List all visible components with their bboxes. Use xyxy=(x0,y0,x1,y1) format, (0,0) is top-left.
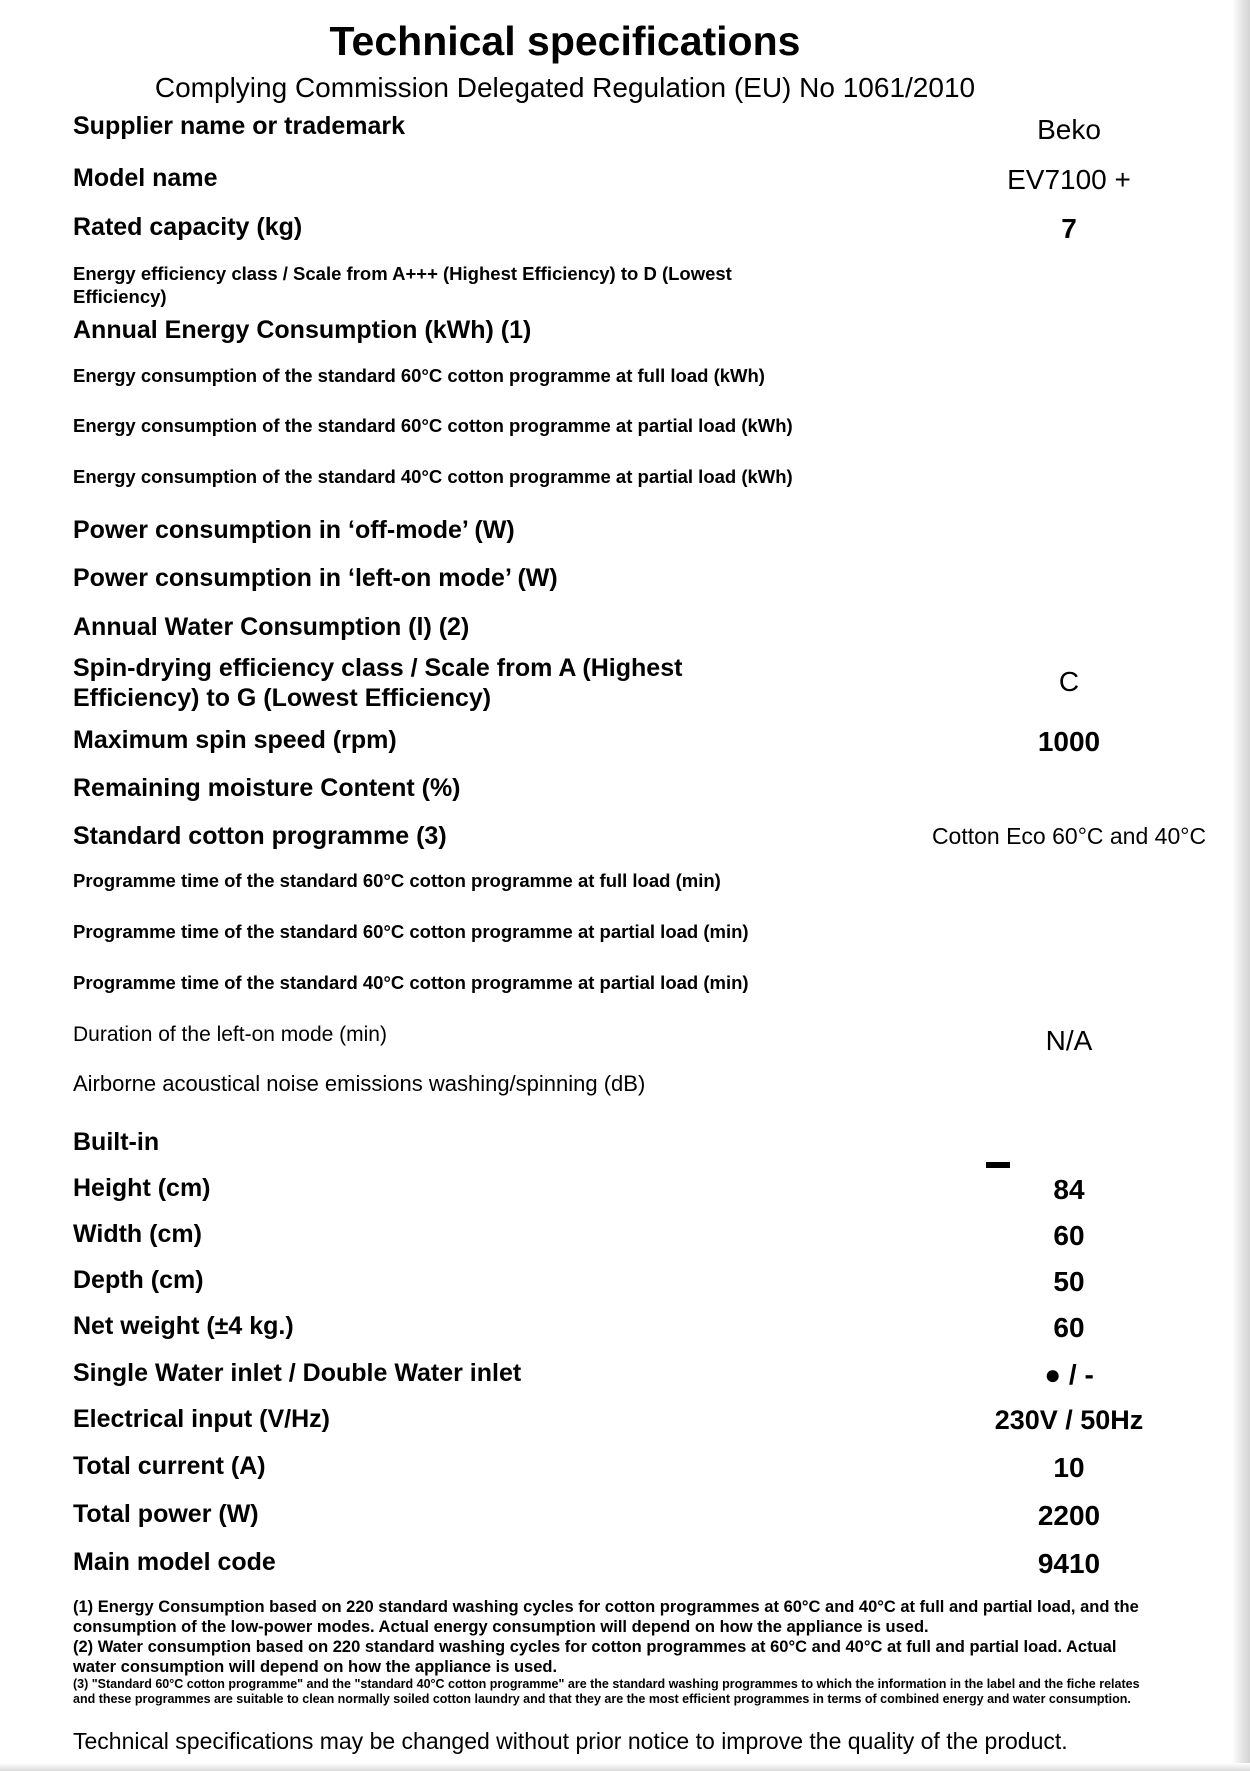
spec-label: Energy efficiency class / Scale from A+++ (Highest Efficiency) to D (Lowest Efficiency) xyxy=(73,263,732,307)
spec-value: 2200 xyxy=(1037,1500,1101,1531)
spec-value: EV7100 + xyxy=(1007,164,1131,195)
spec-label: Total power (W) xyxy=(73,1500,259,1528)
footnote-2: (2) Water consumption based on 220 standard washing cycles for cotton programmes at 60°C and 40°C at full and partial load. Actual water consumption will depend on how the appliance is used. xyxy=(73,1638,1117,1676)
spec-label: Supplier name or trademark xyxy=(73,112,406,140)
page-title: Technical specifications xyxy=(329,18,801,64)
spec-label: Energy consumption of the standard 40°C cotton programme at partial load (kWh) xyxy=(73,466,793,487)
spec-value: N/A xyxy=(1045,1025,1093,1056)
footer-disclaimer: Technical specifications may be changed without prior notice to improve the quality of the product. xyxy=(73,1728,1068,1754)
spec-label: Airborne acoustical noise emissions washing/spinning (dB) xyxy=(73,1071,646,1096)
footnotes xyxy=(73,1597,1153,1707)
spec-label: Annual Water Consumption (l) (2) xyxy=(73,613,470,641)
spec-label: Rated capacity (kg) xyxy=(73,213,303,241)
spec-label: Power consumption in ‘off-mode’ (W) xyxy=(73,516,515,544)
spec-value: ● / - xyxy=(1044,1359,1094,1390)
spec-label: Model name xyxy=(73,164,218,192)
spec-value: 230V / 50Hz xyxy=(994,1405,1144,1435)
spec-label: Remaining moisture Content (%) xyxy=(73,774,461,802)
spec-value: 84 xyxy=(1053,1174,1085,1205)
spec-value: Beko xyxy=(1037,114,1101,145)
spec-label: Standard cotton programme (3) xyxy=(73,822,447,850)
spec-label: Programme time of the standard 40°C cotton programme at partial load (min) xyxy=(73,972,749,993)
footnote-1: (1) Energy Consumption based on 220 standard washing cycles for cotton programmes at 60°C and 40°C at full and partial load, and the consumption of the low-power modes. Actual energy consumption will depend on how the appliance is used. xyxy=(73,1598,1139,1636)
spec-label: Programme time of the standard 60°C cotton programme at partial load (min) xyxy=(73,921,749,942)
footnote-3: (3) "Standard 60°C cotton programme" and the "standard 40°C cotton programme" are the standard washing programmes to which the information in the label and the fiche relates and these programmes are suitable to clean normally soiled cotton laundry and that they are the most efficient programmes in terms of combined energy and water consumption. xyxy=(73,1677,1140,1706)
spec-value: 60 xyxy=(1053,1312,1085,1343)
spec-label: Built-in xyxy=(73,1128,160,1156)
spec-value: 10 xyxy=(1053,1452,1085,1483)
spec-value: 7 xyxy=(1061,213,1077,244)
spec-label: Net weight (±4 kg.) xyxy=(73,1312,294,1340)
spec-label: Height (cm) xyxy=(73,1174,211,1202)
spec-label: Electrical input (V/Hz) xyxy=(73,1405,330,1433)
spec-label: Single Water inlet / Double Water inlet xyxy=(73,1359,522,1387)
page-subtitle: Complying Commission Delegated Regulation (EU) No 1061/2010 xyxy=(154,72,976,103)
spec-label: Depth (cm) xyxy=(73,1266,204,1294)
spec-label: Main model code xyxy=(73,1548,276,1576)
spec-value: C xyxy=(1058,666,1080,697)
spec-label: Duration of the left-on mode (min) xyxy=(73,1023,387,1046)
spec-label: Width (cm) xyxy=(73,1220,202,1248)
spec-label: Power consumption in ‘left-on mode’ (W) xyxy=(73,564,558,592)
spec-label: Total current (A) xyxy=(73,1452,266,1480)
page-edge-shadow-bottom xyxy=(0,1763,1250,1771)
built-in-dash-mark xyxy=(986,1162,1010,1168)
spec-value: Cotton Eco 60°C and 40°C xyxy=(931,823,1207,849)
spec-label: Annual Energy Consumption (kWh) (1) xyxy=(73,316,532,344)
spec-label: Spin-drying efficiency class / Scale from A (Highest Efficiency) to G (Lowest Efficiency) xyxy=(73,654,683,712)
spec-label: Programme time of the standard 60°C cotton programme at full load (min) xyxy=(73,870,721,891)
spec-value: 50 xyxy=(1053,1266,1085,1297)
spec-value: 1000 xyxy=(1037,726,1101,757)
spec-label: Energy consumption of the standard 60°C cotton programme at full load (kWh) xyxy=(73,365,765,386)
spec-value: 9410 xyxy=(1037,1548,1101,1579)
spec-label: Energy consumption of the standard 60°C cotton programme at partial load (kWh) xyxy=(73,415,793,436)
spec-label: Maximum spin speed (rpm) xyxy=(73,726,397,754)
spec-value: 60 xyxy=(1053,1220,1085,1251)
